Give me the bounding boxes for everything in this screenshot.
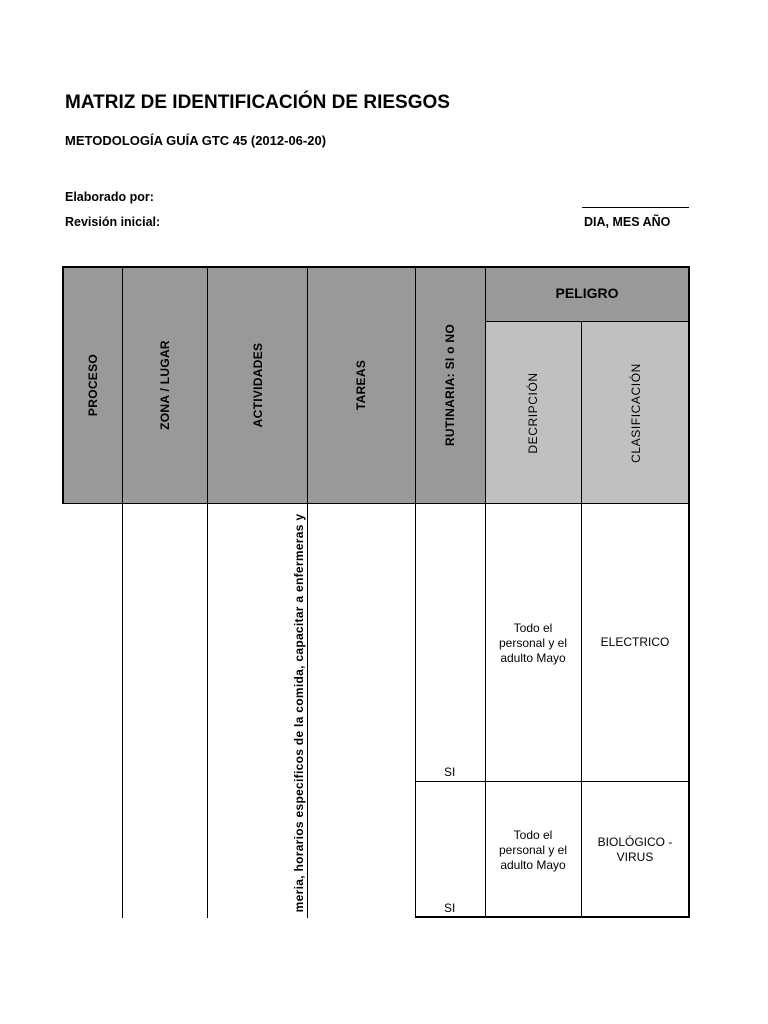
header-actividades: ACTIVIDADES [251,342,265,428]
col-line-5 [485,267,486,918]
table-top-border [63,266,690,268]
elaborado-label: Elaborado por: [65,190,154,204]
row2-rutinaria: SI [444,901,456,915]
methodology-subtitle: METODOLOGÍA GUÍA GTC 45 (2012-06-20) [65,133,327,148]
date-label: DIA, MES AÑO [584,215,671,229]
revision-label: Revisión inicial: [65,215,161,229]
row1-descripcion: Todo el personal y el adulto Mayo [498,621,568,665]
header-proceso: PROCESO [86,353,100,417]
table-left-border [62,266,64,504]
page-title: MATRIZ DE IDENTIFICACIÓN DE RIESGOS [65,92,450,113]
date-signature-line [582,207,689,208]
col-line-6 [581,322,582,918]
row2-clasificacion: BIOLÓGICO - VIRUS [597,835,673,864]
header-peligro: PELIGRO [555,285,619,301]
peligro-divider [485,321,689,322]
header-bottom-border [63,503,690,504]
header-zona-lugar: ZONA / LUGAR [158,340,172,430]
col-line-4 [415,267,416,918]
header-tareas: TAREAS [354,359,368,411]
row1-rutinaria: SI [444,765,456,779]
table-bottom-border [415,916,690,918]
col-line-2 [207,267,208,918]
activity-description: meria, horarios especificos de la comida, capacitar a enfermeras y [292,513,306,913]
row1-clasificacion: ELECTRICO [600,635,670,649]
row-divider [415,781,689,782]
header-descripcion: DECRIPCIÓN [526,372,540,454]
peligro-subheader-background [485,322,689,504]
header-rutinaria: RUTINARIA: SI o NO [443,323,457,447]
row2-descripcion: Todo el personal y el adulto Mayo [498,828,568,872]
col-line-3 [307,267,308,918]
header-background-left [63,267,485,504]
header-clasificacion: CLASIFICACIÓN [629,363,643,463]
col-line-1 [122,267,123,918]
table-right-border [688,266,690,918]
